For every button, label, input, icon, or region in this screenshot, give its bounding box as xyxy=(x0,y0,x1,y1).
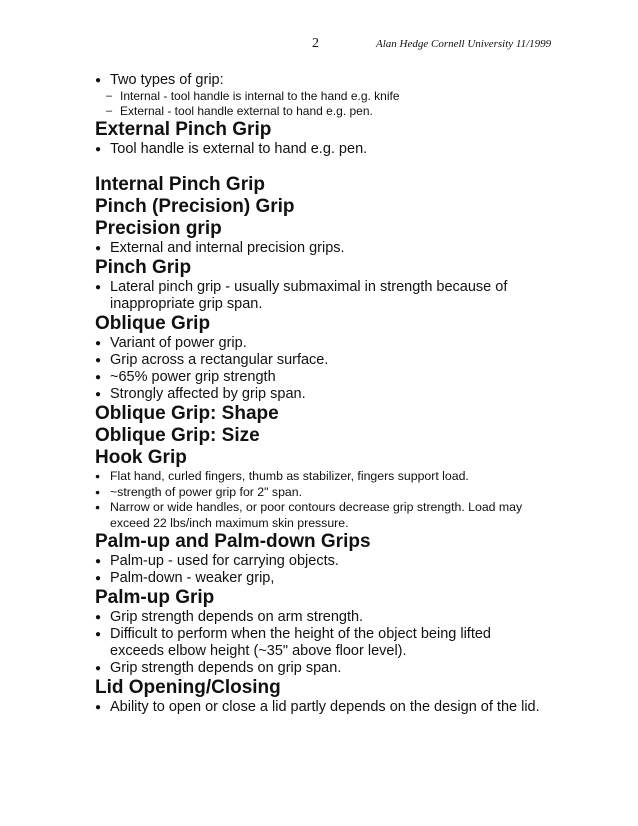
section-heading: External Pinch Grip xyxy=(95,119,272,140)
section-heading: Precision grip xyxy=(95,218,222,239)
bullet-item: ● Palm-up - used for carrying objects. xyxy=(95,553,545,570)
bullet-item: ● Tool handle is external to hand e.g. pen. xyxy=(95,141,545,158)
section-heading: Pinch (Precision) Grip xyxy=(95,196,295,217)
section-heading: Oblique Grip: Shape xyxy=(95,403,279,424)
section-heading: Hook Grip xyxy=(95,447,187,468)
bullet-item-small: ● Flat hand, curled fingers, thumb as stabilizer, fingers support load. xyxy=(95,469,545,485)
bullet-item: ● Lateral pinch grip - usually submaximal in strength because of inappropriate grip span. xyxy=(95,279,545,313)
bullet-item: ● Grip strength depends on arm strength. xyxy=(95,609,545,626)
page-content xyxy=(95,72,545,716)
bullet-item: ● Grip across a rectangular surface. xyxy=(95,352,545,369)
section-heading: Palm-up Grip xyxy=(95,587,215,608)
section-heading: Palm-up and Palm-down Grips xyxy=(95,531,371,552)
sub-item: – Internal - tool handle is internal to the hand e.g. knife xyxy=(95,89,545,104)
section-heading: Pinch Grip xyxy=(95,257,192,278)
section-heading: Internal Pinch Grip xyxy=(95,174,265,195)
bullet-item-small: ● ~strength of power grip for 2" span. xyxy=(95,485,545,501)
header-credit: Alan Hedge Cornell University 11/1999 xyxy=(376,38,552,50)
section-heading: Oblique Grip: Size xyxy=(95,425,260,446)
page-number: 2 xyxy=(312,36,319,51)
spacer xyxy=(95,158,545,174)
bullet-item: ● Variant of power grip. xyxy=(95,335,545,352)
bullet-item: ● Difficult to perform when the height of the object being lifted exceeds elbow height (~35" above floor level). xyxy=(95,626,545,660)
sub-item: – External - tool handle external to hand e.g. pen. xyxy=(95,104,545,119)
bullet-item-small: ● Narrow or wide handles, or poor contours decrease grip strength. Load may exceed 22 lbs/inch maximum skin pressure. xyxy=(95,500,545,531)
bullet-item: ● Palm-down - weaker grip, xyxy=(95,570,545,587)
section-heading: Lid Opening/Closing xyxy=(95,677,281,698)
bullet-item: ● External and internal precision grips. xyxy=(95,240,545,257)
bullet-item: ● Strongly affected by grip span. xyxy=(95,386,545,403)
section-heading: Oblique Grip xyxy=(95,313,211,334)
bullet-item: ● Two types of grip: xyxy=(95,72,545,89)
bullet-item: ● Grip strength depends on grip span. xyxy=(95,660,545,677)
bullet-item: ● Ability to open or close a lid partly depends on the design of the lid. xyxy=(95,699,545,716)
bullet-item: ● ~65% power grip strength xyxy=(95,369,545,386)
